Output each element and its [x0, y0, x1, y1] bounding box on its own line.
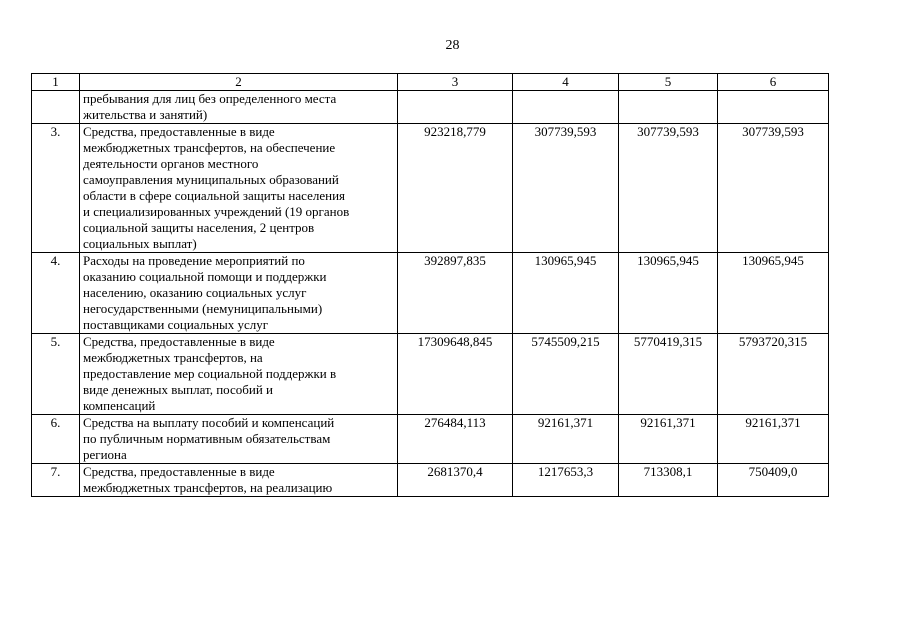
value-cell-3: 923218,779 [398, 124, 513, 253]
row-number-cell: 6. [32, 415, 80, 464]
description-line: Средства, предоставленные в виде [83, 464, 275, 479]
header-cell-5: 5 [619, 74, 718, 91]
value-cell-3: 2681370,4 [398, 464, 513, 497]
row-description-cell [80, 415, 398, 464]
description-line: по публичным нормативным обязательствам [83, 431, 331, 446]
page-number: 28 [445, 38, 460, 53]
row-description-cell [80, 334, 398, 415]
description-line: жительства и занятий) [83, 107, 208, 122]
value-cell-3: 276484,113 [398, 415, 513, 464]
description-line: негосударственными (немуниципальными) [83, 301, 323, 316]
description-line: Средства, предоставленные в виде [83, 124, 275, 139]
description-line: виде денежных выплат, пособий и [83, 382, 274, 397]
description-line: Средства, предоставленные в виде [83, 334, 275, 349]
value-cell-5 [619, 91, 718, 124]
budget-table [31, 73, 829, 497]
value-cell-6 [718, 91, 829, 124]
description-line: межбюджетных трансфертов, на реализацию [83, 480, 333, 495]
value-cell-4 [513, 91, 619, 124]
row-description-cell [80, 464, 398, 497]
header-cell-6: 6 [718, 74, 829, 91]
value-cell-5: 92161,371 [619, 415, 718, 464]
description-line: поставщиками социальных услуг [83, 317, 269, 332]
value-cell-3: 17309648,845 [398, 334, 513, 415]
header-cell-3: 3 [398, 74, 513, 91]
table-row [32, 91, 829, 124]
table-row [32, 415, 829, 464]
value-cell-4: 5745509,215 [513, 334, 619, 415]
description-line: социальных выплат) [83, 236, 197, 251]
value-cell-4: 307739,593 [513, 124, 619, 253]
value-cell-4: 1217653,3 [513, 464, 619, 497]
header-cell-4: 4 [513, 74, 619, 91]
value-cell-5: 130965,945 [619, 253, 718, 334]
table-row [32, 334, 829, 415]
description-line: компенсаций [83, 398, 156, 413]
description-line: Расходы на проведение мероприятий по [83, 253, 305, 268]
row-description-cell [80, 253, 398, 334]
description-line: пребывания для лиц без определенного места [83, 91, 337, 106]
row-number-cell: 3. [32, 124, 80, 253]
description-line: межбюджетных трансфертов, на обеспечение [83, 140, 336, 155]
description-line: оказанию социальной помощи и поддержки [83, 269, 327, 284]
value-cell-5: 307739,593 [619, 124, 718, 253]
row-number-cell [32, 91, 80, 124]
table-row [32, 124, 829, 253]
description-line: населению, оказанию социальных услуг [83, 285, 307, 300]
value-cell-5: 713308,1 [619, 464, 718, 497]
value-cell-6: 307739,593 [718, 124, 829, 253]
description-line: социальной защиты населения, 2 центров [83, 220, 315, 235]
description-line: региона [83, 447, 127, 462]
header-cell-2: 2 [80, 74, 398, 91]
value-cell-3 [398, 91, 513, 124]
description-line: самоуправления муниципальных образований [83, 172, 339, 187]
value-cell-6: 92161,371 [718, 415, 829, 464]
value-cell-4: 92161,371 [513, 415, 619, 464]
table-row [32, 464, 829, 497]
row-number-cell: 4. [32, 253, 80, 334]
description-line: деятельности органов местного [83, 156, 259, 171]
description-line: предоставление мер социальной поддержки в [83, 366, 337, 381]
value-cell-6: 130965,945 [718, 253, 829, 334]
description-line: области в сфере социальной защиты населения [83, 188, 345, 203]
value-cell-4: 130965,945 [513, 253, 619, 334]
value-cell-6: 750409,0 [718, 464, 829, 497]
value-cell-6: 5793720,315 [718, 334, 829, 415]
row-description-cell [80, 91, 398, 124]
description-line: Средства на выплату пособий и компенсаций [83, 415, 335, 430]
row-number-cell: 7. [32, 464, 80, 497]
value-cell-5: 5770419,315 [619, 334, 718, 415]
table-header-row [32, 74, 829, 91]
value-cell-3: 392897,835 [398, 253, 513, 334]
description-line: и специализированных учреждений (19 органов [83, 204, 350, 219]
row-description-cell [80, 124, 398, 253]
header-cell-1: 1 [32, 74, 80, 91]
description-line: межбюджетных трансфертов, на [83, 350, 263, 365]
row-number-cell: 5. [32, 334, 80, 415]
table-row [32, 253, 829, 334]
